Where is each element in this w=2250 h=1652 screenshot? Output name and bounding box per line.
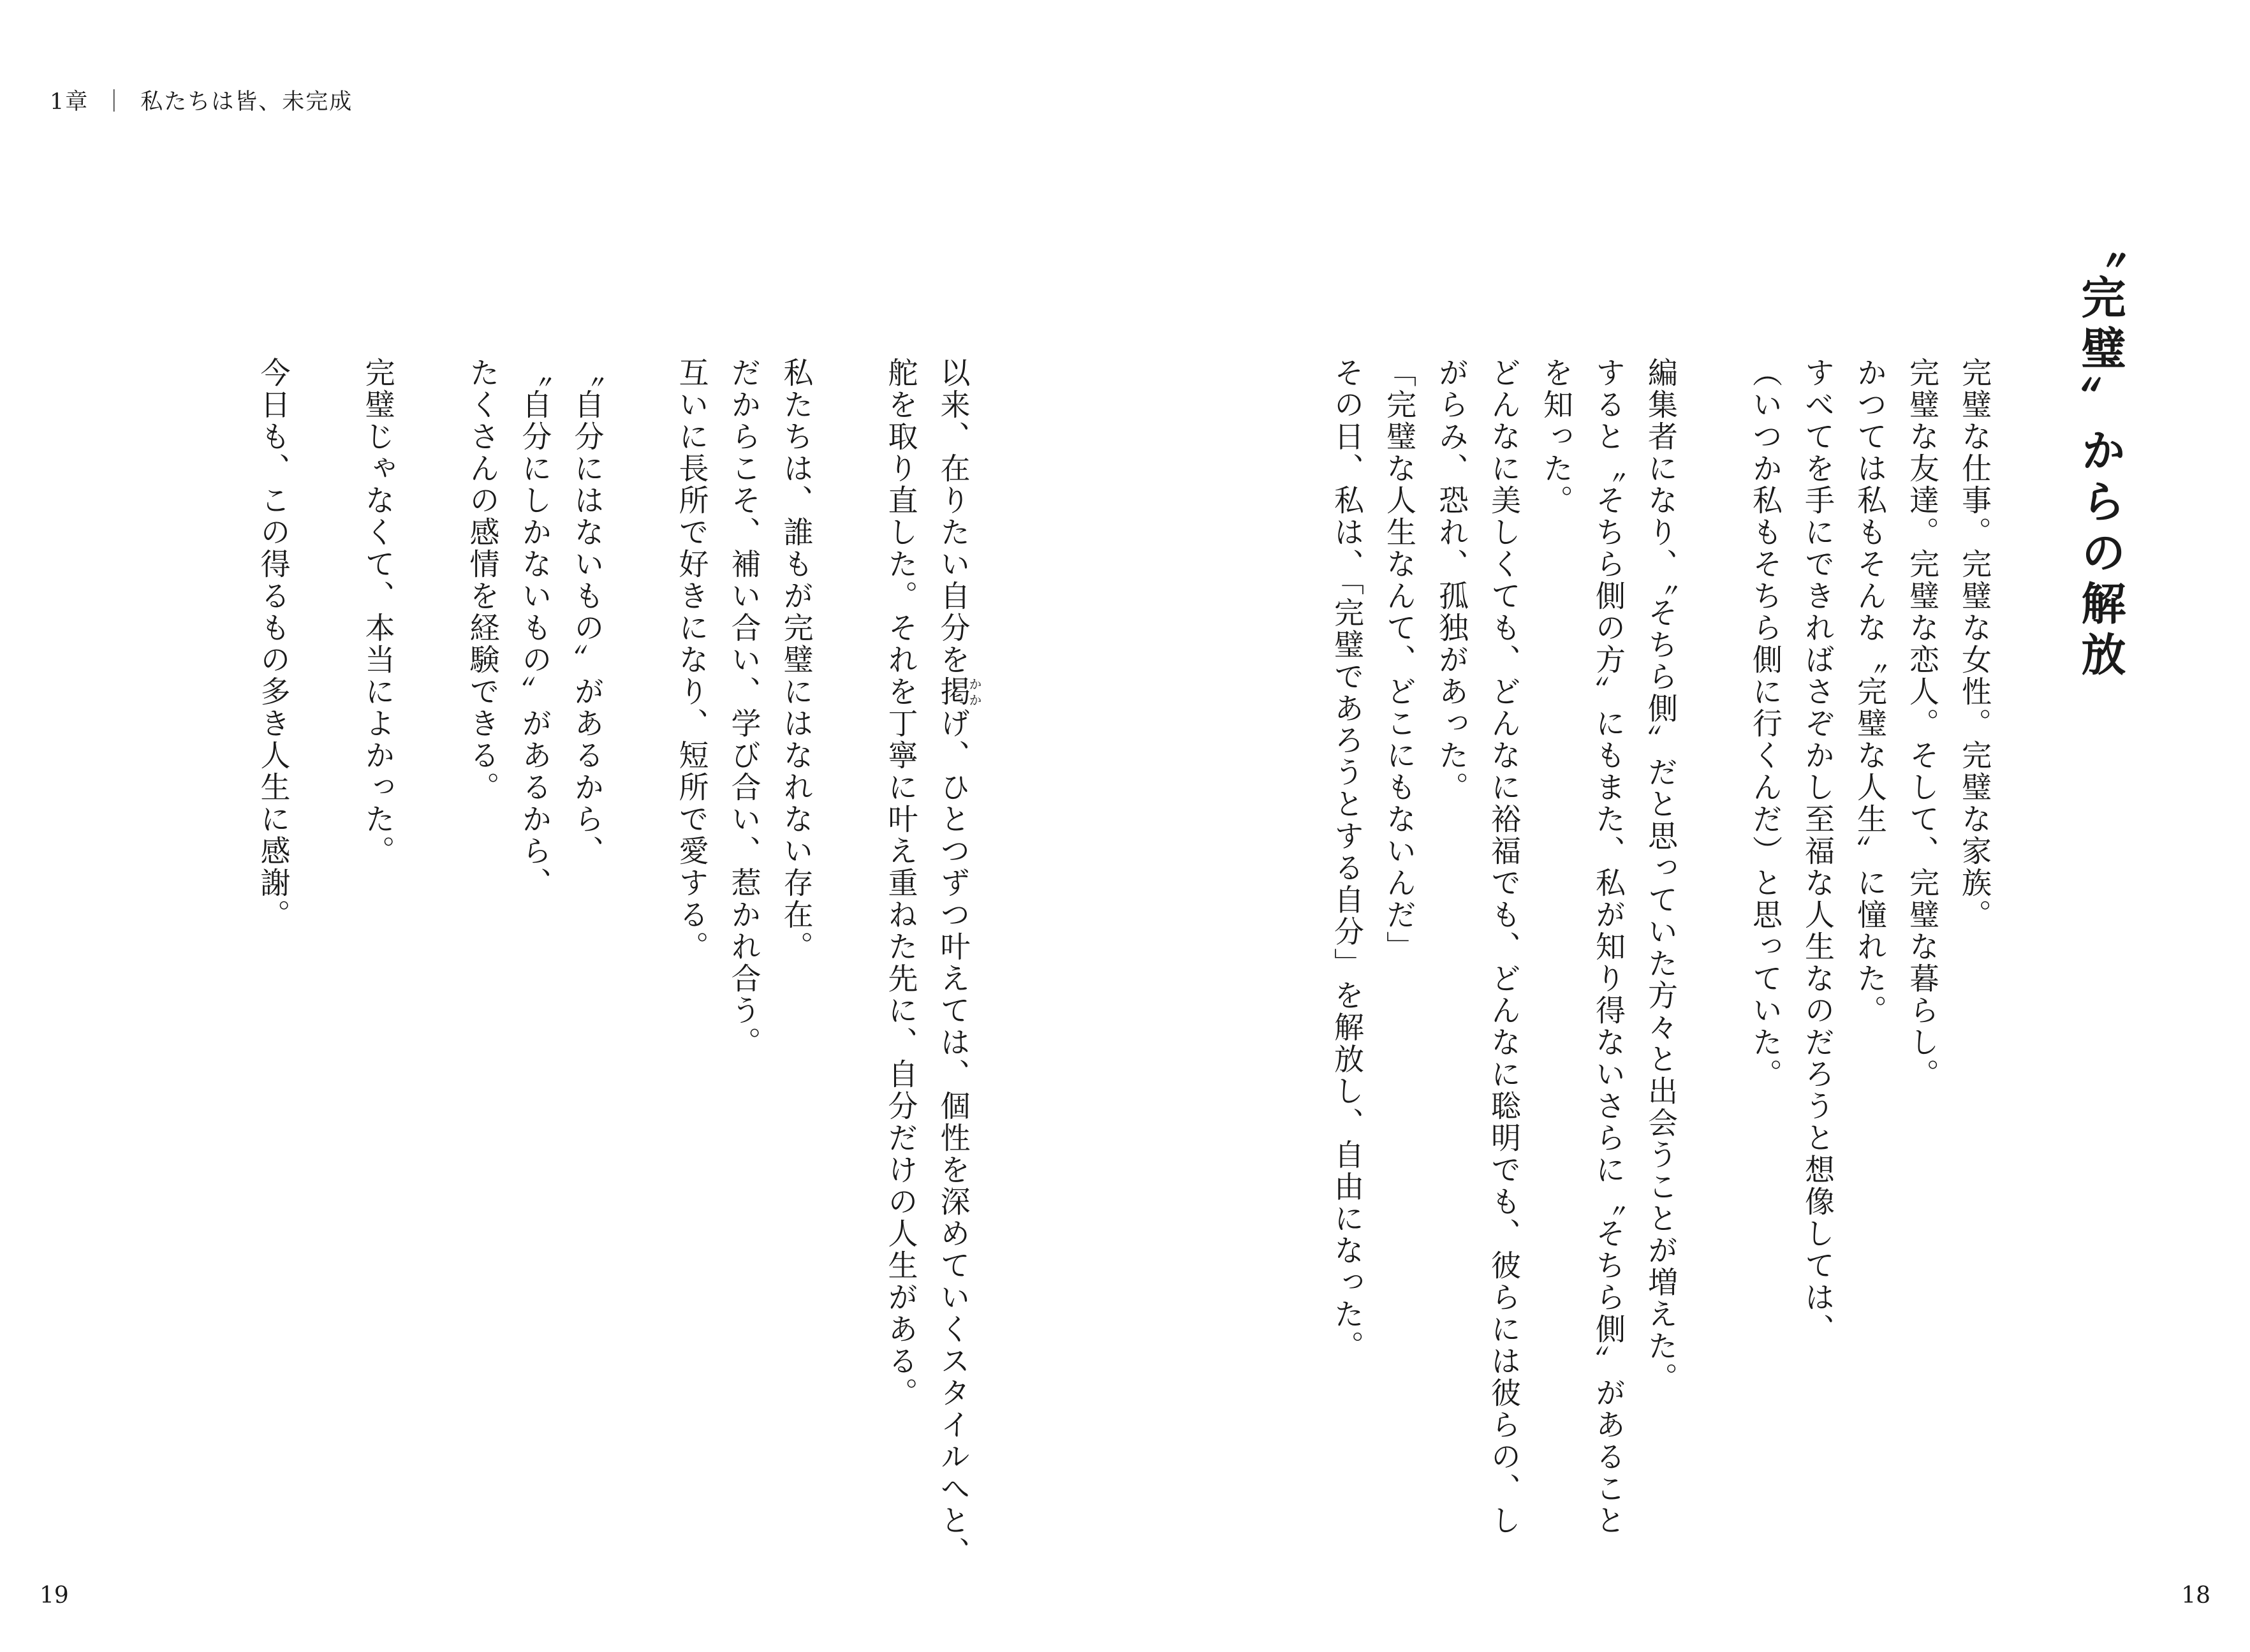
paragraph-gap: [822, 357, 874, 1581]
body-line-with-ruby: [927, 357, 982, 1581]
body-line: 私たちは、誰もが完璧にはなれない存在。: [778, 357, 814, 963]
body-line: かつては私もそんな〝完璧な人生〟に憧れた。: [1852, 357, 1887, 1027]
paragraph-gap: [299, 357, 351, 1581]
body-line: どんなに美しくても、どんなに裕福でも、どんなに聡明でも、彼らには彼らの、し: [1486, 357, 1521, 1537]
body-line: 〝自分にはないもの〟があるから、: [569, 357, 605, 867]
paragraph-gap: [613, 357, 665, 1581]
running-head-separator: ｜: [103, 89, 127, 115]
page-number-right: 18: [2181, 1583, 2210, 1609]
body-line: すべてを手にできればさぞかし至福な人生なのだろうと想像しては、: [1800, 357, 1835, 1345]
body-line: （いつか私もそちら側に行くんだ）と思っていた。: [1747, 357, 1783, 1090]
section-heading: 〝完璧〟からの解放: [2074, 223, 2127, 682]
ruby-reading: かか: [967, 676, 982, 708]
left-page-body: [247, 357, 982, 1581]
body-line: 舵を取り直した。それを丁寧に叶え重ねた先に、自分だけの人生がある。: [883, 357, 918, 1409]
body-line: 完璧な仕事。完璧な女性。完璧な家族。: [1957, 357, 1992, 931]
body-line: 今日も、この得るもの多き人生に感謝。: [255, 357, 291, 931]
body-line: 「完璧な人生なんて、どこにもないんだ」: [1381, 357, 1416, 963]
body-line: だからこそ、補い合い、学び合い、惹かれ合う。: [726, 357, 761, 1058]
ruby-base: 掲: [935, 676, 971, 708]
body-line: 〝自分にしかないもの〟があるから、: [517, 357, 552, 899]
body-line: 完璧じゃなくて、本当によかった。: [360, 357, 395, 867]
body-line: その日、私は、「完璧であろうとする自分」を解放し、自由になった。: [1329, 357, 1364, 1363]
body-line: たくさんの感情を経験できる。: [464, 357, 500, 803]
ruby-annotation: [935, 676, 982, 708]
right-page-body: [1320, 357, 2000, 1581]
body-line: 完璧な友達。完璧な恋人。そして、完璧な暮らし。: [1904, 357, 1939, 1090]
page-number-left: 19: [40, 1583, 69, 1609]
paragraph-gap: [404, 357, 456, 1581]
body-line: 互いに長所で好きになり、短所で愛する。: [673, 357, 709, 963]
body-line: を知った。: [1538, 357, 1573, 516]
line-text: げ、ひとつずつ叶えては、個性を深めていくスタイルへと、: [935, 708, 971, 1568]
line-text: 以来、在りたい自分を: [935, 357, 971, 676]
body-line: がらみ、恐れ、孤独があった。: [1434, 357, 1469, 803]
chapter-number: 1章: [50, 89, 89, 115]
body-line: すると〝そちら側の方〟にもまた、私が知り得ないさらに〝そちら側〟があること: [1591, 357, 1626, 1537]
running-head: [50, 84, 353, 116]
paragraph-gap: [1686, 357, 1739, 1581]
chapter-title: 私たちは皆、未完成: [140, 89, 353, 115]
body-line: 編集者になり、〝そちら側〟だと思っていた方々と出会うことが増えた。: [1643, 357, 1678, 1394]
